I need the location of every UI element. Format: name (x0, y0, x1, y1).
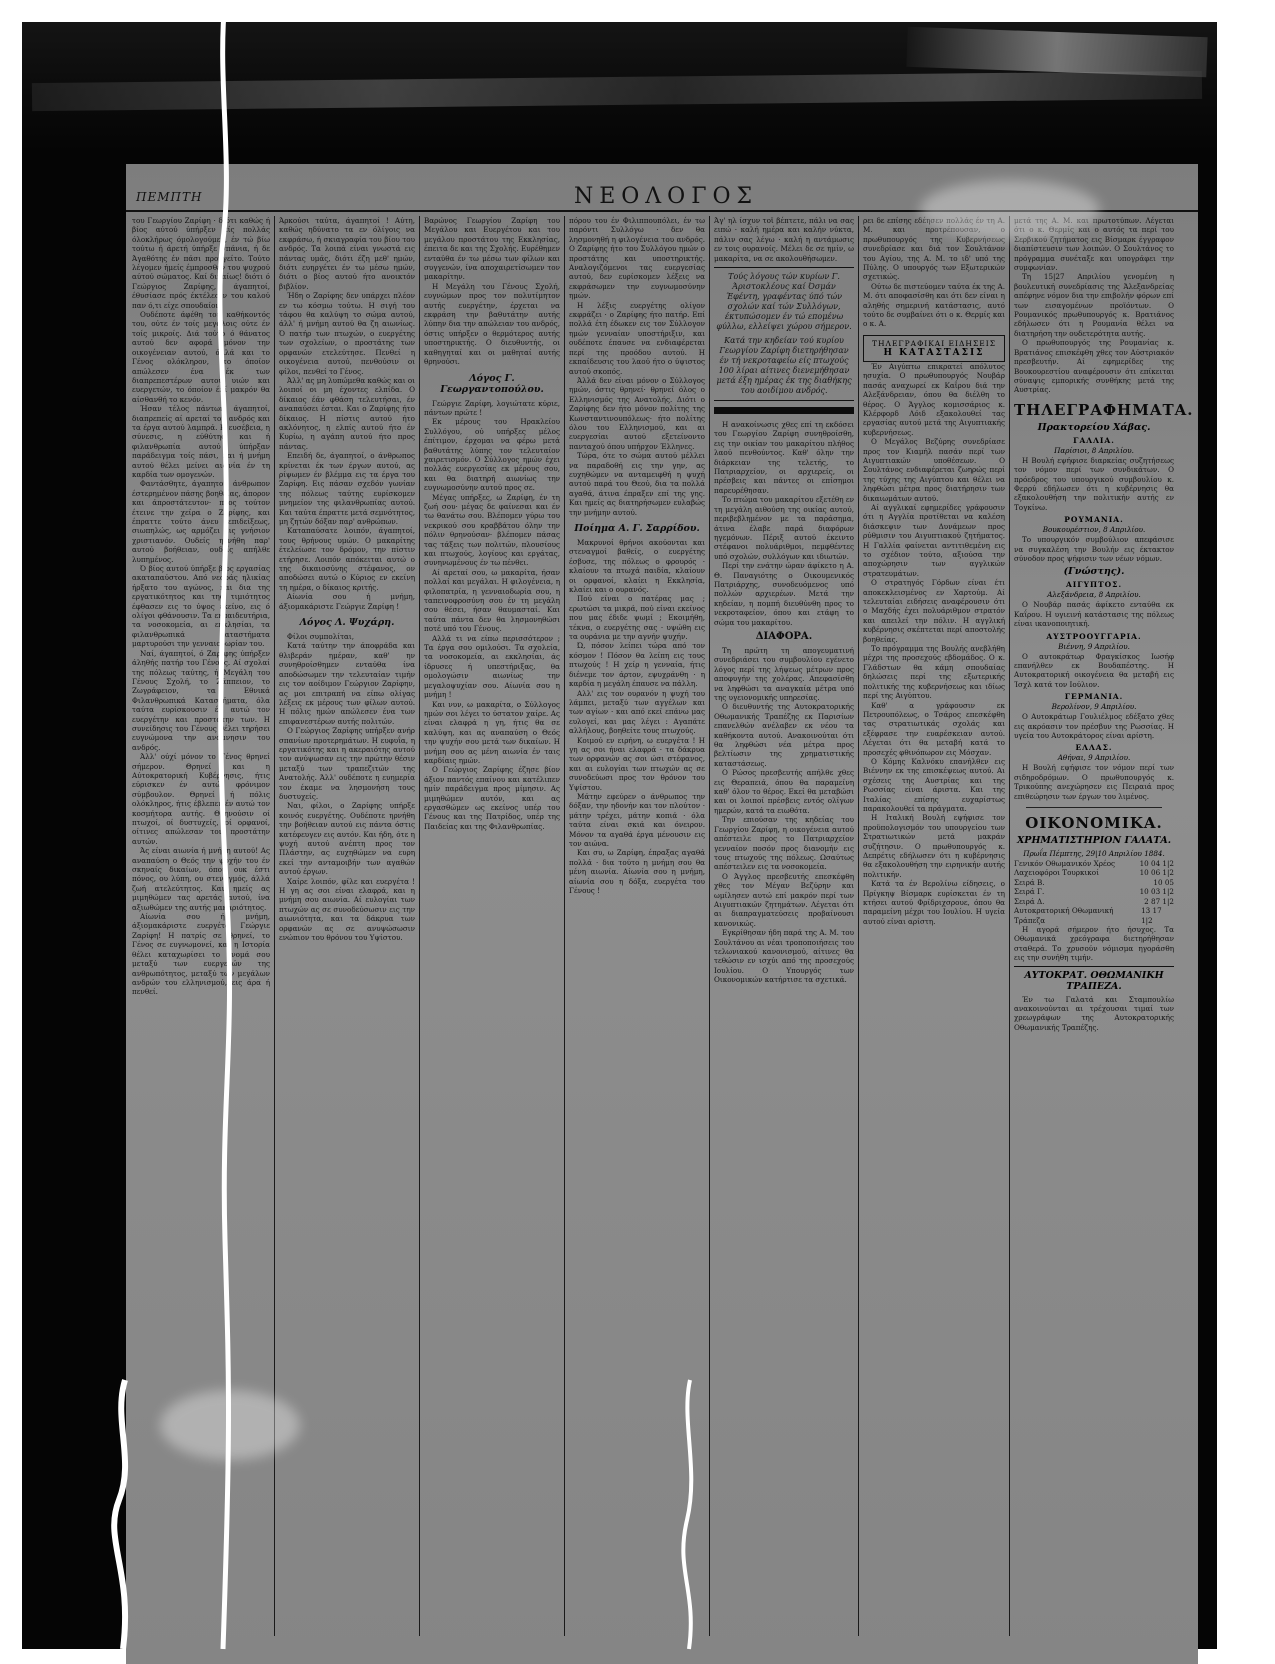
column-6 (863, 216, 1005, 1646)
rate-row (1014, 887, 1174, 896)
paragraph: Μάτην εφεύρεν ο άνθρωπος την δόξαν, την ηδονήν και τον πλούτον · μάτην τρέχει, μάτην κοπιά · όλα ταύτα είναι σκιά και όνειρον. Μόνον τα αγαθά έργα μένουσιν εις τον αιώνα. (569, 791, 705, 848)
paragraph: Πού είναι ο πατέρας μας ; ερωτώσι τα μικρά, πού είναι εκείνος που μας έδιδε ψωμί ; Εκοιμήθη, τέκνα, ο ευεργέτης σας · υψώθη εις τα ουράνια με την αγνήν ψυχήν. (569, 594, 705, 642)
speech-heading: Λόγος Λ. Ψυχάρη. (299, 617, 395, 629)
paragraph: Ήδη ο Ζαρίφης δεν υπάρχει πλέον εν τω κόσμω τούτω. Η σιγή του τάφου θα καλύψη το σώμα αυτού, άλλ' ή μνήμη αυτού θα ζη αιωνίως. Ό πατήρ των πτωχών, ο ευεργέτης των σχολείων, ο προστάτης των ορφανών ετελεύτησε. Πενθεί η οικογένεια αυτού, πενθούσιν οι φίλοι, πενθεί το Γένος. (279, 291, 415, 376)
section-heading-various: ΔΙΑΦΟΡΑ. (755, 630, 813, 642)
paragraph: Ναί, άγαπητοί, ό Ζαρίφης ύπήρξεν άληθής πατήρ του Γένους. Αί σχολαί της πόλεως ταύτης, ή Μεγάλη του Γένους Σχολή, το Ζάππειον, το Ζωγράφειον, τα Εθνικά Φιλανθρωπικά Καταστήματα, όλα ταύτα ευρίσκουσιν έν αυτώ τον ευεργέτην και προστάτην των. Η συνείδησις του Γένους θέλει τηρήσει ευγνώμονα την ανάμνησιν του ανδρός. (132, 648, 270, 752)
paragraph: Επειδή δε, άγαπητοί, ο άνθρωπος κρίνεται έκ των έργων αυτού, ας ρίψωμεν έν βλέμμα εις τα έργα του Ζαρίφη. Εις πάσαν σχεδόν γωνίαν της πόλεως ταύτης ευρίσκομεν μνημείον της φιλανθρωπίας αυτού. Και ταύτα έπραττε μετά σεμνότητος, μη ζητών δόξαν παρ' ανθρώπων. (279, 451, 415, 526)
dateline-date: Παρίσιοι, 8 Απριλίου. (1054, 445, 1134, 455)
divider (1026, 807, 1162, 808)
paragraph: Άλλ' ούχί μόνον το Γένος θρηνεί σήμερον. Θρηνεί και η Αύτοκρατορική Κυβέρνησις, ήτις εύρισκεν έν αυτώ φρόνιμον σύμβουλον. Θρηνεί ή πόλις ολόκληρος, ήτις έβλεπεν έν αυτώ τον κοσμήτορα αυτής. Θρηνούσιν οί πτωχοί, οί δυστυχείς, οί ορφανοί, οίτινες απώλεσαν τον προστάτην αυτών. (132, 752, 270, 846)
paragraph: Καθ' α γράφουσιν εκ Πετρουπόλεως, ο Τσάρος επεσκέφθη τας στρατιωτικάς σχολάς και εξέφρασε την ευαρέσκειαν αυτού. Λέγεται ότι θα μεταβή κατά το προσεχές φθινόπωρον εις Μόσχαν. (863, 700, 1005, 757)
agency-heading: (Γνώστης). (1063, 566, 1125, 578)
bank-heading: ΑΥΤΟΚΡΑΤ. ΟΘΩΜΑΝΙΚΗ ΤΡΑΠΕΖΑ. (1014, 966, 1174, 992)
paragraph: Ο αυτοκράτωρ Φραγκίσκος Ιωσήφ επανήλθεν εκ Βουδαπέστης. Η Αυτοκρατορική οικογένεια θα μεταβή εις Ίσχλ κατά τον Ιούλιον. (1014, 651, 1174, 689)
rate-value: 10 06 1|2 (1139, 868, 1174, 878)
paragraph: Αίωνία σου ή μνήμη, άξιομακάριστε Γεώργιε Ζαρίφη ! (279, 592, 415, 611)
paragraph: Ο διευθυντής της Αυτοκρατορικής Οθωμανικής Τραπέζης εκ Παρισίων επανελθών ανέλαβεν εκ νέου τα καθήκοντα αυτού. Ανακοινούται ότι θα ληφθώσι νέα μέτρα προς βελτίωσιν της χρηματιστικής καταστάσεως. (714, 702, 854, 768)
paragraph: Ο Γεώργιος Ζαρίφης έζησε βίον άξιον παντός επαίνου και κατέλιπεν ημίν παράδειγμα προς μίμησιν. Ας μιμηθώμεν αυτόν, και ας εργασθώμεν ως εκείνος υπέρ του Γένους και της Πατρίδος, υπέρ της Παιδείας και της Φιλανθρωπίας. (424, 765, 560, 831)
rate-value: 10 05 (1153, 877, 1174, 887)
paragraph: Άλλ' ας μη λυπώμεθα καθώς και οι λοιποί οι μη έχοντες ελπίδα. Ο δίκαιος έάν φθάση τελευτήσαι, έν αναπαύσει έσται. Και ο Ζαρίφης ήτο δίκαιος. Η πίστις αυτού ήτο ακλόνητος, η ελπίς αυτού ήτο έν Κυρίω, η αγάπη αυτού ήτο προς πάντας. (279, 375, 415, 451)
paragraph: Κατά τα έν Βερολίνω είδησεις, ο Πρίγκηψ Βίσμαρκ ευρίσκεται έν τη κτήσει αυτού Φρίδριχσρουε, όπου θα παραμείνη μέχρι του Ιουλίου. Η υγεία αυτού είναι αρίστη. (863, 879, 1005, 926)
paragraph: Φίλοι συμπολίται, (287, 632, 355, 642)
paragraph: Κοιμού εν ειρήνη, ω ευεργέτα ! Η γη ας σοι ήναι ελαφρά · τα δάκρυα των ορφανών ας σοι ώσι στέφανος, και αι ευλογίαι των πτωχών ας σε συνοδεύωσι προς τον θρόνον του Υψίστου. (569, 735, 705, 792)
paragraph: Καταπαύσατε λοιπόν, άγαπητοί, τους θρήνους υμών. Ο μακαρίτης έτελείωσε τον δρόμον, την πίστιν ετήρησε. Λοιπόν απόκειται αυτώ ο της δικαιοσύνης στέφανος, ον αποδώσει αυτώ ο Κύριος εν εκείνη τη ημέρα, ο δίκαιος κριτής. (279, 526, 415, 592)
dateline-date: Βουκουρέστιον, 8 Απριλίου. (1042, 525, 1146, 535)
scan-smudge (160, 1390, 300, 1460)
paragraph: Τη πρώτη τη απογευματινή συνεδριάσει του συμβουλίου εγένετο λόγος περί της λήψεως μέτρων προς αποφυγήν της χολέρας. Απεφασίσθη να ληφθώσι τα αναγκαία μέτρα υπό της υγειονομικής υπηρεσίας. (714, 645, 854, 702)
paragraph: Αί αγγλικαί εφημερίδες γράφουσιν ότι η Αγγλία προτίθεται να καλέση διάσκεψιν των Δυνάμεων προς ρύθμισιν του Αιγυπτιακού ζητήματος. Η Γαλλία φαίνεται αντιτιθεμένη εις το σχέδιον τούτο, αξιούσα την αποχώρησιν των αγγλικών στρατευμάτων. (863, 502, 1005, 578)
paragraph: Το υπουργικόν συμβούλιον απεφάσισε να συγκαλέση την Βουλήν εις έκτακτον σύνοδον προς ψήφισιν των νέων νόμων. (1014, 535, 1174, 563)
dateline-date: Βερολίνον, 9 Απριλίου. (1051, 702, 1137, 712)
paragraph: Η Μεγάλη του Γένους Σχολή, ευγνώμων προς τον πολυτίμητον αυτής ευεργέτην, έρχεται να εκφράση την βαθυτάτην αυτής λύπην δια την απώλειαν του ανδρός, όστις υπήρξεν ο θερμότερος αυτής υποστηρικτής. Ο διευθυντής, οι καθηγηταί και οι μαθηταί αυτής θρηνούσι. (424, 281, 560, 367)
paragraph: Ο Μεγάλος Βεζύρης συνεδρίασε προς τον Κιαμήλ πασάν περί των Αιγυπτιακών υποθέσεων. Ο Σουλτάνος ενδιαφέρεται ζωηρώς περί της τύχης της Αιγύπτου και θέλει να ληφθώσι μέτρα προς διατήρησιν των δικαιωμάτων αυτού. (863, 437, 1005, 503)
dateline-date: Αθήναι, 9 Απριλίου. (1057, 753, 1131, 763)
paragraph: Ουδέποτε άφέθη τού καθήκοντός του, ούτε έν τοίς μεγάλοις ούτε έν τοίς μικροίς. Διά τούτο ό θάνατος αυτού δεν αφορά μόνον την οικογένειαν αυτού, άλλά και το Γένος ολόκληρον, το όποίον απώλεσεν ένα έκ των διαπρεπεστέρων αυτού υιών και ευεργετών, το όποίον έπί μακρόν θα αίσθανθή το κενόν. (132, 310, 270, 404)
paragraph: Ο Αυτοκράτωρ Γουλιέλμος εδέξατο χθες εις ακρόασιν τον πρέσβυν της Ρωσσίας. Η υγεία του Αυτοκράτορος είναι αρίστη. (1014, 712, 1174, 741)
paragraph: του Γεωργίου Ζαρίφη · διότι καθώς ή βίος αύτού ύπήρξεν είς πολλάς όλοκλήρως όμολογούμεν, έν τώ βίω τούτω ή άρετή ύπήρξε σπάνια, ή δε Άγαθότης έν πάσι προηγείτο. Τούτο λέγομεν ήμείς έμπροσθεν του ψυχρού αύτού σώματος. Καί δικαίως! διότι ό Γεώργιος Ζαρίφης, άγαπητοί, έθυσίασε πρός έκτέλεσιν του καλού παν ό,τι είχε σπουδαίον. (132, 216, 270, 310)
dateline-country: ΓΑΛΛΙΑ. (1073, 435, 1115, 445)
paragraph: Μακρυνοί θρήνοι ακούονται και στεναγμοί βαθείς, ο ευεργέτης έσβυσε, της πόλεως ο φρουρός · κλαίουν τα πτωχά παιδία, κλαίουν οι ορφανοί, κλαίει η Εκκλησία, κλαίει και ο ουρανός. (569, 538, 705, 595)
rate-name: Γενικόν Οθωμανικόν Χρέος (1014, 859, 1116, 869)
speech-heading: Λόγος Γ. Γεωργαντοπούλου. (440, 372, 544, 395)
paragraph: Η Βουλή εψήφισε τον νόμον περί των σιδηροδρόμων. Ο πρωθυπουργός κ. Τρικούπης ανεχώρησεν εις Πειραιά προς επιθεώρησιν των έργων του λιμένος. (1014, 763, 1174, 801)
notice-text: Κατά την κηδείαν τού κυρίου Γεωργίου Ζαρίφη διετηρήθησαν έν τή νεκροταφείω είς πτωχούς 100 λίραι αίτινες διενεμήθησαν μετά έξη ημέρας έκ της διαθήκης του αοιδίμου ανδρός. (716, 336, 852, 396)
scan-smudge (920, 180, 1100, 240)
paragraph: Το πτώμα του μακαρίτου εξετέθη εν τη μεγάλη αιθούση της οικίας αυτού, περιβεβλημένον με τα παράσημα, άτινα έλαβε παρά διαφόρων ηγεμόνων. Πέριξ αυτού έκειντο στέφανοι πολυάριθμοι, πεμφθέντες υπό σχολών, συλλόγων και ιδιωτών. (714, 495, 854, 561)
rate-row (1014, 878, 1174, 887)
exchange-date: Πρωΐα Πέμπτης, 29|10 Απριλίου 1884. (1023, 849, 1165, 859)
paragraph: Και συ, ω Ζαρίφη, έπραξας αγαθά πολλά · δια τούτο η μνήμη σου θα μένη αιωνία. Αίωνία σου η μνήμη, αίωνία σου η δόξα, ευεργέτα του Γένους ! (569, 848, 705, 896)
paragraph: μετά της Α. Μ. και πρωτοτύπων. Λέγεται ότι ο κ. Θερμίς και ο αυτός τα περί του Σερβικού ζητήματος εις Βίσμαρκ έγγραφον διαπίστευσιν των λοιπών. Ο Σουλτάνος το πρόγραμμα συνέταξε και υπογράφει την συμφωνίαν. (1014, 216, 1174, 273)
rate-name: Αυτοκρατορική Οθωμανική Τράπεζα (1014, 906, 1114, 925)
column-rule (419, 216, 420, 1636)
paragraph: Κατά ταύτην την άποφράδα και θλιβεράν ημέραν, καθ' ην συνηθροίσθημεν ενταύθα ίνα αποδώσωμεν την τελευταίαν τιμήν εις τον αοίδιμον Γεώργιον Ζαρίφην, ας μοι επιτραπή να είπω ολίγας λέξεις εκ μέρους των φίλων αυτού. Η πόλις ημών απώλεσεν ένα των επιφανεστέρων αυτής πολιτών. (279, 641, 415, 726)
dateline-date: Αλεξάνδρεια, 8 Απριλίου. (1047, 590, 1141, 600)
paragraph: Άς είναι αιωνία ή μνήμη αυτού! Ας αναπαύση ο Θεός την ψυχήν του έν σκηναίς δικαίων, όπου ουκ έστι πόνος, ου λύπη, ου στεναγμός, άλλά ζωή ατελεύτητος. Και ημείς ας μιμηθώμεν τας αρετάς αυτού, ίνα αξιωθώμεν της αυτής μακαριότητος. (132, 846, 270, 912)
paragraph: Αλλά τι να είπω περισσότερον ; Τα έργα σου ομιλούσι. Τα σχολεία, τα νοσοκομεία, αι εκκλησίαι, άς ίδρυσες ή υπεστήριξας, θα ομολογώσιν αιωνίως την μεγαλοψυχίαν σου. Αίωνία σου η μνήμη ! (424, 633, 560, 700)
paragraph: Μέγας υπήρξες, ω Ζαρίφη, έν τη ζωή σου· μέγας δε φαίνεσαι και έν τω θανάτω σου. Βλέπομεν γύρω του νεκρικού σου κραββάτου όλην την πόλιν θρηνούσαν· βλέπομεν πάσας τας τάξεις των πολιτών, πλουσίους και πτωχούς, λογίους και εργάτας, συνηνωμένους έν τω πένθει. (424, 492, 560, 568)
rate-value: 2 87 1|2 (1144, 896, 1174, 906)
paragraph: Έν Αιγύπτω επικρατεί απόλυτος ησυχία. Ο πρωθυπουργός Νουβάρ πασάς αναχωρεί εκ Καΐρου διά την Αλεξάνδρειαν, όπου θα διέλθη το θέρος. Ο Άγγλος κομισσάριος κ. Κλέρφορδ Λόιδ εξακολουθεί τας εργασίας αυτού μετά της Αιγυπτιακής κυβερνήσεως. (863, 361, 1005, 437)
rate-value: 13 17 1|2 (1141, 906, 1162, 925)
rate-name: Σειρά Δ. (1014, 896, 1045, 906)
scan-edge-center (675, 0, 695, 1649)
black-band (714, 407, 854, 414)
paragraph: Ο πρωθυπουργός της Ρουμανίας κ. Βρατιάνος επισκέφθη χθες τον Αύστριακόν πρεσβευτήν. Αί εφημερίδες της Βουκουρεστίου αναφέρουσιν ότι επίκειται σύναψις εμπορικής συνθήκης μετά της Αυστρίας. (1014, 338, 1174, 395)
paragraph: Η Ιταλική Βουλή εψήφισε τον προϋπολογισμόν του υπουργείου των Στρατιωτικών μετά μακράν συζήτησιν. Ο πρωθυπουργός κ. Δεπρέτις εδήλωσεν ότι η κυβέρνησις θα εξακολουθήση την ειρηνικήν αυτής πολιτικήν. (863, 813, 1005, 879)
dateline-country: ΓΕΡΜΑΝΙΑ. (1064, 692, 1124, 702)
column-5 (714, 216, 854, 1646)
paragraph: Εγκρίθησαν ήδη παρά της Α. Μ. του Σουλτάνου αι νέαι τροποποιήσεις του τελωνιακού κανονισμού, αίτινες θα τεθώσιν εν ισχύι από της προσεχούς Ιουλίου. Ο Υπουργός των Οικονομικών κατήρτισε τα σχετικά. (714, 928, 854, 985)
paragraph: Ο Ρώσος πρεσβευτής απήλθε χθες εις Θεραπειά, όπου θα παραμείνη καθ' όλον το θέρος. Εκεί θα μεταβώσι και οι λοιποί πρέσβεις εντός ολίγων ημερών, κατά τα ειωθότα. (714, 768, 854, 815)
paragraph: Ο Νουβάρ πασάς άφίκετο ενταύθα εκ Καΐρου. Η υγιεινή κατάστασις της πόλεως είναι ικανοποιητική. (1014, 600, 1174, 629)
column-rule (858, 216, 859, 1636)
paragraph: Ναι, φίλοι, ο Ζαρίφης υπήρξε κοινός ευεργέτης. Ουδέποτε ηρνήθη την βοήθειαν αυτού εις πάντα όστις κατέφευγεν εις αυτόν. Και ήδη, ότε η ψυχή αυτού ανέπτη προς τον Πλάστην, ας ευχηθώμεν να ευρη εκεί την ανταμοιβήν των αγαθών αυτού έργων. (279, 801, 415, 877)
paragraph: Γεώργιε Ζαρίφη, λογιώτατε κύριε, πάντων πρώτε ! (424, 398, 560, 417)
paragraph: Τη 15|27 Απριλίου γενομένη η βουλευτική συνεδρίασις της Άλεξανδρείας απέφηνε νόμον δια την επιβολήν φόρων επί των εισαγομένων προϊόντων. Ο Ρουμανικός πρωθυπουργός κ. Βρατιάνος εδήλωσεν ότι η Ρουμανία θέλει να διατηρήση την ουδετερότητα αυτής. (1014, 272, 1174, 338)
paragraph: πόρου του έν Φιλιππουπόλει, έν τω παρόντι Συλλόγω · δεν θα λησμονηθή η φιλογένεια του ανδρός. Ο Ζαρίφης ήτο του Συλλόγου ημών ο προστάτης και υποστηρικτής. Αναλογιζόμενοι τας ευεργεσίας αυτού, δεν ευρίσκομεν λέξεις να εκφράσωμεν την ευγνωμοσύνην ημών. (569, 216, 705, 301)
column-2 (279, 216, 415, 1646)
finance-heading: ΟΙΚΟΝΟΜΙΚΑ. (1025, 814, 1163, 833)
paragraph: ρει δε επίσης εδέησεν πολλάς έν τη Α. Μ. και προτρέπουσαν, ο πρωθυπουργός της Κυβερνήσεως συνεδρίασε και διά τον Σουλτάνον του Αγίου, της Α. Μ. το ιδ' υπό της Πύλης. Ο υπουργός των Εξωτερικών σχετικώς. (863, 216, 1005, 282)
rate-row (1014, 868, 1174, 877)
notice-box (714, 267, 854, 401)
rate-row (1014, 906, 1174, 925)
paragraph: Έν τω Γαλατά και Σταμπουλίω ανακοινούνται αι τρέχουσαι τιμαί των χρεωγράφων της Αυτοκρατορικής Οθωμανικής Τραπέζης. (1014, 994, 1174, 1032)
paragraph: Το πρόγραμμα της Βουλής ανεβλήθη μέχρι της προσεχούς εβδομάδος. Ο κ. Γλάδστων θα κάμη σπουδαίας δηλώσεις περί της εξωτερικής πολιτικής της κυβερνήσεως και ιδίως περί της Αιγύπτου. (863, 644, 1005, 701)
masthead-day: ΠΕΜΠΤΗ (136, 190, 203, 204)
telegraph-box (863, 335, 1005, 362)
column-7 (1014, 216, 1194, 1646)
paragraph: Ο Κόμης Καλνόκυ επανήλθεν εις Βιέννην εκ της επισκέψεως αυτού. Αι σχέσεις της Αυστρίας και της Ρωσσίας είναι άριστα. Και της Ιταλίας επίσης ευχαρίστως παρακολουθεί τα πράγματα. (863, 756, 1005, 813)
rate-name: Σειρά Γ. (1014, 887, 1045, 897)
paragraph: Βαρώνος Γεωργίου Ζαρίφη του Μεγάλου και Ευεργέτου και του μεγάλου προστάτου της Εκκλησίας, έπειτα δε και της Σχολής. Ευρέθημεν ενταύθα έν τω μέσω των φίλων και συγγενών, ίνα αποχαιρετίσωμεν τον μακαρίτην. (424, 216, 560, 282)
notice-text: Τούς λόγους τών κυρίων Γ. Άριστοκλέους καί Όσμάν Έφέντη, γραφέντας ύπό τών σχολών καί τών Συλλόγων, έκτυπώσομεν έν τώ επομένω φύλλω, ελλείψει χώρου σήμερον. (716, 272, 852, 332)
dateline-country: ΑΙΓΥΠΤΟΣ. (1065, 580, 1123, 590)
poem-heading: Ποίημα Α. Γ. Σαρρίδου. (574, 523, 700, 534)
rate-value: 10 03 1|2 (1139, 887, 1174, 897)
paragraph: Άγ' ηλ ίσχυν τοϊ βέπτετε, πάλι να σας ειπώ · καλή ημέρα και καλήν νύκτα, πάλιν σας λέγω · καλή η αντάμωσις εν τοις ουρανοίς. Μέλει δε σε ημίν, ω μακαρίτα, να σε ακολουθήσωμεν. (714, 216, 854, 263)
column-rule (564, 216, 565, 1636)
paragraph: Αλλ' εις τον ουρανόν η ψυχή του λάμπει, μεταξύ των αγγέλων και των αγίων · και από εκεί επάνω μας ευλογεί, και μας λέγει : Αγαπάτε αλλήλους, βοηθείτε τους πτωχούς. (569, 688, 705, 736)
column-rule (709, 216, 710, 1636)
rate-name: Σειρά Β. (1014, 877, 1045, 887)
rate-row (1014, 897, 1174, 906)
telegraph-kicker: ΤΗΛΕΓΡΑΦΙΚΑΙ ΕΙΔΗΣΕΙΣ (871, 338, 996, 348)
agency-heading: Πρακτορείου Χάβας. (1037, 421, 1151, 433)
dateline-country: ΑΥΣΤΡΟΟΥΓΓΑΡΙΑ. (1046, 631, 1142, 641)
paragraph: Εκ μέρους του Ηρακλείου Συλλόγου, ού υπήρξες μέλος έπίτιμον, έρχομαι να φέρω μετά βαθυτάτης λύπης τον τελευταίον χαιρετισμόν. Ο Σύλλογος ημών έχει πολλάς ευεργεσίας εκ μέρους σου, και θα διατηρή αιωνίως την ευγνωμοσύνην αυτού προς σε. (424, 417, 560, 493)
paragraph: Την επιούσαν της κηδείας του Γεωργίου Ζαρίφη, η οικογένεια αυτού απέστειλε προς το Πατριαρχείον γενναίον ποσόν προς διανομήν εις τους πτωχούς της πόλεως. Ωσαύτως απέστειλεν εις τα νοσοκομεία. (714, 815, 854, 872)
paragraph: Ό βίος αυτού ύπήρξε βίος εργασίας ακαταπαύστου. Από νεαράς ηλικίας ήρξατο του αγώνος, και δια της εργατικότητος και της τιμιότητος έφθασεν εις το ύψος εκείνο, εις ό ολίγοι φθάνουσιν. Τα εκπαιδευτήρια, τα νοσοκομεία, αι εκκλησίαι, τα φιλανθρωπικά καταστήματα μαρτυρούσι την γενναιοδωρίαν του. (132, 564, 270, 649)
rate-name: Λαχειοφόροι Τουρκικοί (1014, 868, 1099, 878)
paragraph: Και νυν, ω μακαρίτα, ο Σύλλογος ημών σοι λέγει το ύστατον χαίρε. Ας είναι ελαφρά η γη, ήτις θα σε καλύψη, και ας αναπαύση ο Θεός την ψυχήν σου μετά των δικαίων. Η μνήμη σου ας μένη αιωνία έν ταις καρδίαις ημών. (424, 699, 560, 765)
paragraph: Φαντάσθητε, άγαπητοί, άνθρωπον έστερημένον πάσης βοηθείας, άπορον και άπροστάτευτον· προς τούτον έτεινε την χείρα ο Ζαρίφης, και έπραττε τούτο άνευ επιδείξεως, σιωπηλώς, ως αρμόζει εις γνήσιον χριστιανόν. Ουδείς ηρνήθη παρ' αυτού βοήθειαν, ουδείς απήλθε λυπημένος. (132, 479, 270, 564)
paragraph: Ούτω δε πιστεύομεν ταύτα έκ της Α. Μ. ότι αποφασίσθη και ότι δεν είναι η αληθής σημερινή κατάστασις, αυτό τούτο δε συμβαίνει ότι ο κ. Θερμίς και ο κ. Α. (863, 281, 1005, 329)
rates-list (1014, 859, 1174, 925)
paragraph: Τώρα, ότε το σώμα αυτού μέλλει να παραδοθή εις την γην, ας ευχηθώμεν να ανταμειφθή η ψυχή αυτού παρά του Θεού, δια τα πολλά αγαθά, άτινα έπραξεν επί της γης. Και ημείς ας διατηρήσωμεν ευλαβώς την μνήμην αυτού. (569, 451, 705, 517)
paragraph: Ήσαν τέλος πάντων, άγαπητοί, διαπρεπείς αί αρεταί του ανδρός και τα έργα αυτού λαμπρά. Η ευσέβεια, η σύνεσις, η εύθύτης και ή φιλανθρωπία αυτού ύπήρξαν παράδειγμα τοίς πάσι, και ή μνήμη αυτού θέλει μείνει αιωνία έν τη καρδία των ομογενών. (132, 404, 270, 479)
dateline-date: Βιέννη, 9 Απριλίου. (1058, 641, 1130, 651)
column-3 (424, 216, 560, 1646)
paragraph: Η λέξις ευεργέτης ολίγον εκφράζει · ο Ζαρίφης ήτο πατήρ. Επί πολλά έτη έδωκεν εις τον Σύλλογον ημών γενναίαν υποστήριξιν, και ουδέποτε έπαυσε να ενδιαφέρεται περί της προόδου αυτού. Η εκπαίδευσις του λαού ήτο ο ύψιστος αυτού σκοπός. (569, 300, 705, 376)
rate-value: 10 04 1|2 (1139, 859, 1174, 869)
telegrams-heading: ΤΗΛΕΓΡΑΦΗΜΑΤΑ. (1014, 400, 1194, 419)
paragraph: Η αγορά σήμερον ήτο ήσυχος. Τα Οθωμανικά χρεόγραφα διετηρήθησαν σταθερά. Το χρυσούν νόμισμα ηγοράσθη εις την συνήθη τιμήν. (1014, 924, 1174, 963)
dateline-country: ΕΛΛΑΣ. (1075, 743, 1113, 753)
paragraph: Ώ, πόσον λείπει τώρα από τον κόσμον ! Πόσον θα λείπη εις τους πτωχούς ! Η χείρ η γενναία, ήτις διένεμε τον άρτον, εψυχράνθη · η καρδία η μεγάλη έπαυσε να πάλλη. (569, 641, 705, 689)
scan-edge-left (105, 0, 125, 1649)
paragraph: Ο Άγγλος πρεσβευτής επεσκέφθη χθες τον Μέγαν Βεζύρην και ωμίλησεν αυτώ επί μακρόν περί των Αιγυπτιακών ζητημάτων. Λέγεται ότι αι διαπραγματεύσεις προβαίνουσι κανονικώς. (714, 871, 854, 928)
exchange-heading: ΧΡΗΜΑΤΙΣΤΗΡΙΟΝ ΓΑΛΑΤΑ. (1016, 835, 1172, 847)
paragraph: Η ανακοίνωσις χθες επί τη εκδόσει του Γεωργίου Ζαρίφη συνηθροίσθη, εις την οικίαν του μακαρίτου πλήθος λαού πενθούντος. Καθ' όλην την διάρκειαν της τελετής, το Πατριαρχείον, οι αρχιερείς, οι πρέσβεις και πάντες οι επίσημοι παρευρέθησαν. (714, 420, 854, 495)
telegraph-title: Η ΚΑΤΑΣΤΑΣΙΣ (883, 347, 985, 358)
dateline-country: ΡΟΥΜΑΝΙΑ. (1064, 515, 1124, 525)
paragraph: Χαίρε λοιπόν, φίλε και ευεργέτα ! Η γη ας σοι είναι ελαφρά, και η μνήμη σου αιωνία. Αί ευλογίαι των πτωχών ας σε συνοδεύσωσιν εις την αιωνιότητα, και τα δάκρυα των ορφανών ας σε ανυψώσωσιν ενώπιον του θρόνου του Υψίστου. (279, 876, 415, 943)
rate-row (1014, 859, 1174, 868)
paragraph: Αίωνία σου ή μνήμη, άξιομακάριστε ευεργέτα Γεώργιε Ζαρίφη! Η πατρίς σε θρηνεί, το Γένος σε ευγνωμονεί, και η Ιστορία θέλει καταχωρίσει το όνομά σου μεταξύ των ευεργετών της ανθρωπότητος, μεταξύ των μεγάλων ανδρών του ελληνισμού, εις άρα ή πενθεί. (132, 912, 270, 997)
paragraph: Ο στρατηγός Γόρδων είναι έτι αποκεκλεισμένος εν Χαρτούμ. Αί τελευταίαι ειδήσεις αναφέρουσιν ότι ο Μαχδής έχει πολυάριθμον στρατόν και απειλεί την πόλιν. Η αγγλική κυβέρνησις σκέπτεται περί αποστολής βοηθείας. (863, 578, 1005, 644)
paragraph: Άλλά δεν είναι μόνον ο Σύλλογος ημών, όστις θρηνεί· θρηνεί όλος ο Ελληνισμός της Ανατολής. Διότι ο Ζαρίφης δεν ήτο μόνον πολίτης της Κωνσταντινουπόλεως· ήτο πολίτης όλου του Ελληνισμού, και αι ευεργεσίαι αυτού εξετείνοντο πανταχού όπου υπήρχον Έλληνες. (569, 375, 705, 451)
paragraph: Ο Γεώργιος Ζαρίφης υπήρξεν ανήρ σπανίων προτερημάτων. Η ευφυΐα, η εργατικότης και η ακεραιότης αυτού τον ανύψωσαν εις την πρώτην θέσιν μεταξύ των τραπεζιτών της Ανατολής. Άλλ' ουδέποτε η ευημερία τον έκαμε να λησμονήση τους δυστυχείς. (279, 726, 415, 801)
column-rule (1009, 216, 1010, 1636)
paragraph: Άρκούσι ταύτα, άγαπητοί ! Αύτη, καθώς ηδύνατο τα εν όλίγοις να εκφράσω, ή σκιαγραφία του βίου του ανδρός. Τα λοιπά είναι γνωστά εις πάντας υμάς, διότι έζη μεθ' ημών, διότι ευηργέτει έν τω μέσω ημών, διότι ο βίος αυτού ήτο ανοικτόν βιβλίον. (279, 216, 415, 291)
paragraph: Η Βουλή εψήφισε διαρκείας συζητήσεως τον νόμον περί των συνδικάτων. Ο πρόεδρος του υπουργικού συμβουλίου κ. Φερρύ εδήλωσεν ότι η κυβέρνησις θα εξακολουθήση την πολιτικήν αυτής εν Τογκίνω. (1014, 455, 1174, 512)
masthead-title: ΝΕΟΛΟΓΟΣ (573, 184, 759, 209)
paragraph: Περί την ενάτην ώραν άφίκετο η Α. Θ. Παναγιότης ο Οικουμενικός Πατριάρχης, συνοδευόμενος υπό πολλών αρχιερέων. Μετά την κηδείαν, η πομπή διευθύνθη προς το νεκροταφείον, όπου και ετάφη το σώμα του μακαρίτου. (714, 561, 854, 627)
paragraph: Αί αρεταί σου, ω μακαρίτα, ήσαν πολλαί και μεγάλαι. Η φιλογένεια, η φιλοπατρία, η γενναιοδωρία σου, η ταπεινοφροσύνη σου έν τη μεγάλη σου θέσει, ήσαν θαυμασταί. Και ταύτα πάντα δεν θα λησμονηθώσι ποτέ υπό του Γένους. (424, 567, 560, 634)
